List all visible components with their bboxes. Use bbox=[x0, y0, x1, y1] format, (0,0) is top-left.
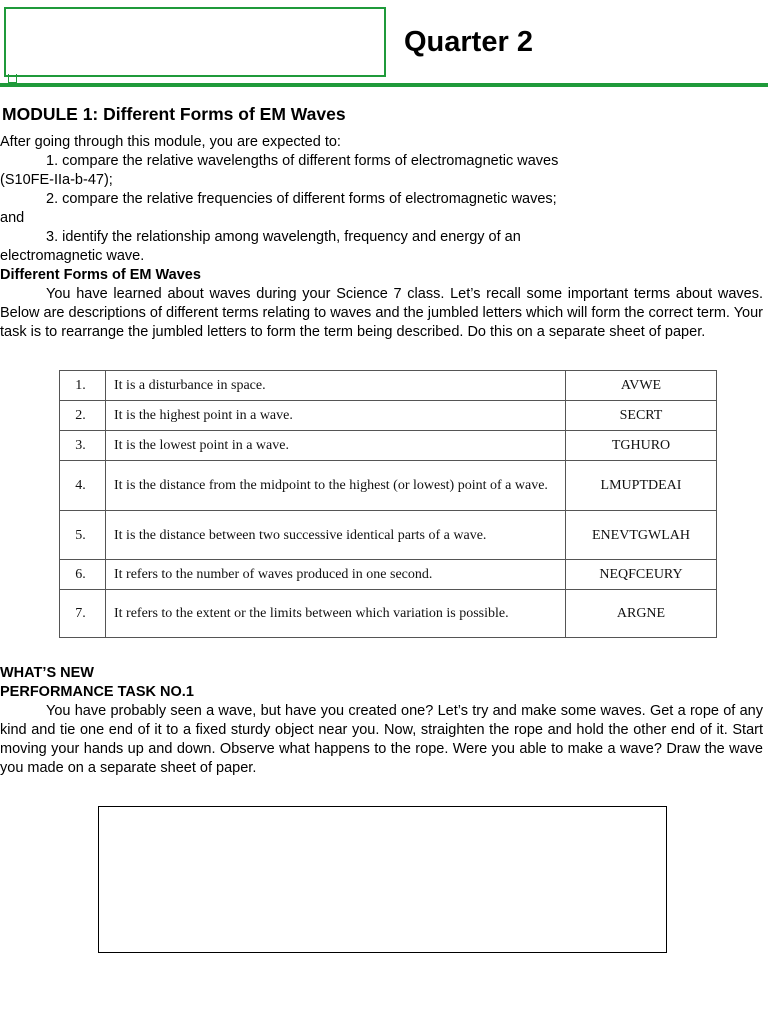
row-description: It is the lowest point in a wave. bbox=[106, 431, 566, 461]
row-description: It refers to the extent or the limits between which variation is possible. bbox=[106, 590, 566, 638]
row-jumbled-letters: ENEVTGWLAH bbox=[566, 511, 717, 560]
name-box-tab bbox=[8, 74, 17, 83]
objective-2: 2. compare the relative frequencies of different forms of electromagnetic waves; bbox=[46, 191, 557, 207]
terms-table bbox=[59, 370, 717, 638]
row-description: It refers to the number of waves produced in one second. bbox=[106, 560, 566, 590]
table-row bbox=[60, 461, 717, 511]
row-description: It is the distance from the midpoint to the highest (or lowest) point of a wave. bbox=[106, 461, 566, 511]
objectives-intro: After going through this module, you are expected to: bbox=[0, 134, 341, 150]
quarter-title: Quarter 2 bbox=[404, 26, 533, 58]
objective-2-cont: and bbox=[0, 210, 25, 226]
row-number: 4. bbox=[60, 461, 106, 511]
row-jumbled-letters: LMUPTDEAI bbox=[566, 461, 717, 511]
table-row bbox=[60, 371, 717, 401]
objective-3-cont: electromagnetic wave. bbox=[0, 248, 145, 264]
performance-task-body: You have probably seen a wave, but have you created one? Let’s try and make some waves. Get a rope of any kind and tie one end of it to a fixed sturdy object near you. Now, straighten the rope and hold the other end of it. Start moving your hands up and down. Observe what happens to the rope. Were you able to make a wave? Draw the wave you made on a separate sheet of paper. bbox=[0, 703, 763, 776]
objective-3: 3. identify the relationship among wavelength, frequency and energy of an bbox=[46, 229, 521, 245]
objective-1-code: (S10FE-IIa-b-47); bbox=[0, 172, 113, 188]
row-number: 7. bbox=[60, 590, 106, 638]
table-row bbox=[60, 511, 717, 560]
name-box bbox=[4, 7, 386, 77]
row-number: 1. bbox=[60, 371, 106, 401]
row-jumbled-letters: AVWE bbox=[566, 371, 717, 401]
row-number: 3. bbox=[60, 431, 106, 461]
drawing-area-box bbox=[98, 806, 667, 953]
section-heading-em-waves: Different Forms of EM Waves bbox=[0, 267, 201, 283]
row-description: It is a disturbance in space. bbox=[106, 371, 566, 401]
table-row bbox=[60, 560, 717, 590]
row-jumbled-letters: TGHURO bbox=[566, 431, 717, 461]
row-description: It is the distance between two successive identical parts of a wave. bbox=[106, 511, 566, 560]
row-description: It is the highest point in a wave. bbox=[106, 401, 566, 431]
objective-1: 1. compare the relative wavelengths of different forms of electromagnetic waves bbox=[46, 153, 559, 169]
row-jumbled-letters: SECRT bbox=[566, 401, 717, 431]
whats-new-heading: WHAT’S NEW bbox=[0, 665, 94, 681]
row-jumbled-letters: ARGNE bbox=[566, 590, 717, 638]
module-title: MODULE 1: Different Forms of EM Waves bbox=[2, 104, 346, 124]
row-number: 6. bbox=[60, 560, 106, 590]
performance-task-heading: PERFORMANCE TASK NO.1 bbox=[0, 684, 194, 700]
row-number: 2. bbox=[60, 401, 106, 431]
table-row bbox=[60, 431, 717, 461]
table-row bbox=[60, 590, 717, 638]
section-1-body: You have learned about waves during your Science 7 class. Let’s recall some important terms about waves. Below are descriptions of different terms relating to waves and the jumbled letters which will form the correct term. Your task is to rearrange the jumbled letters to form the term being described. Do this on a separate sheet of paper. bbox=[0, 286, 763, 340]
table-row bbox=[60, 401, 717, 431]
header-divider bbox=[0, 83, 768, 87]
row-jumbled-letters: NEQFCEURY bbox=[566, 560, 717, 590]
row-number: 5. bbox=[60, 511, 106, 560]
